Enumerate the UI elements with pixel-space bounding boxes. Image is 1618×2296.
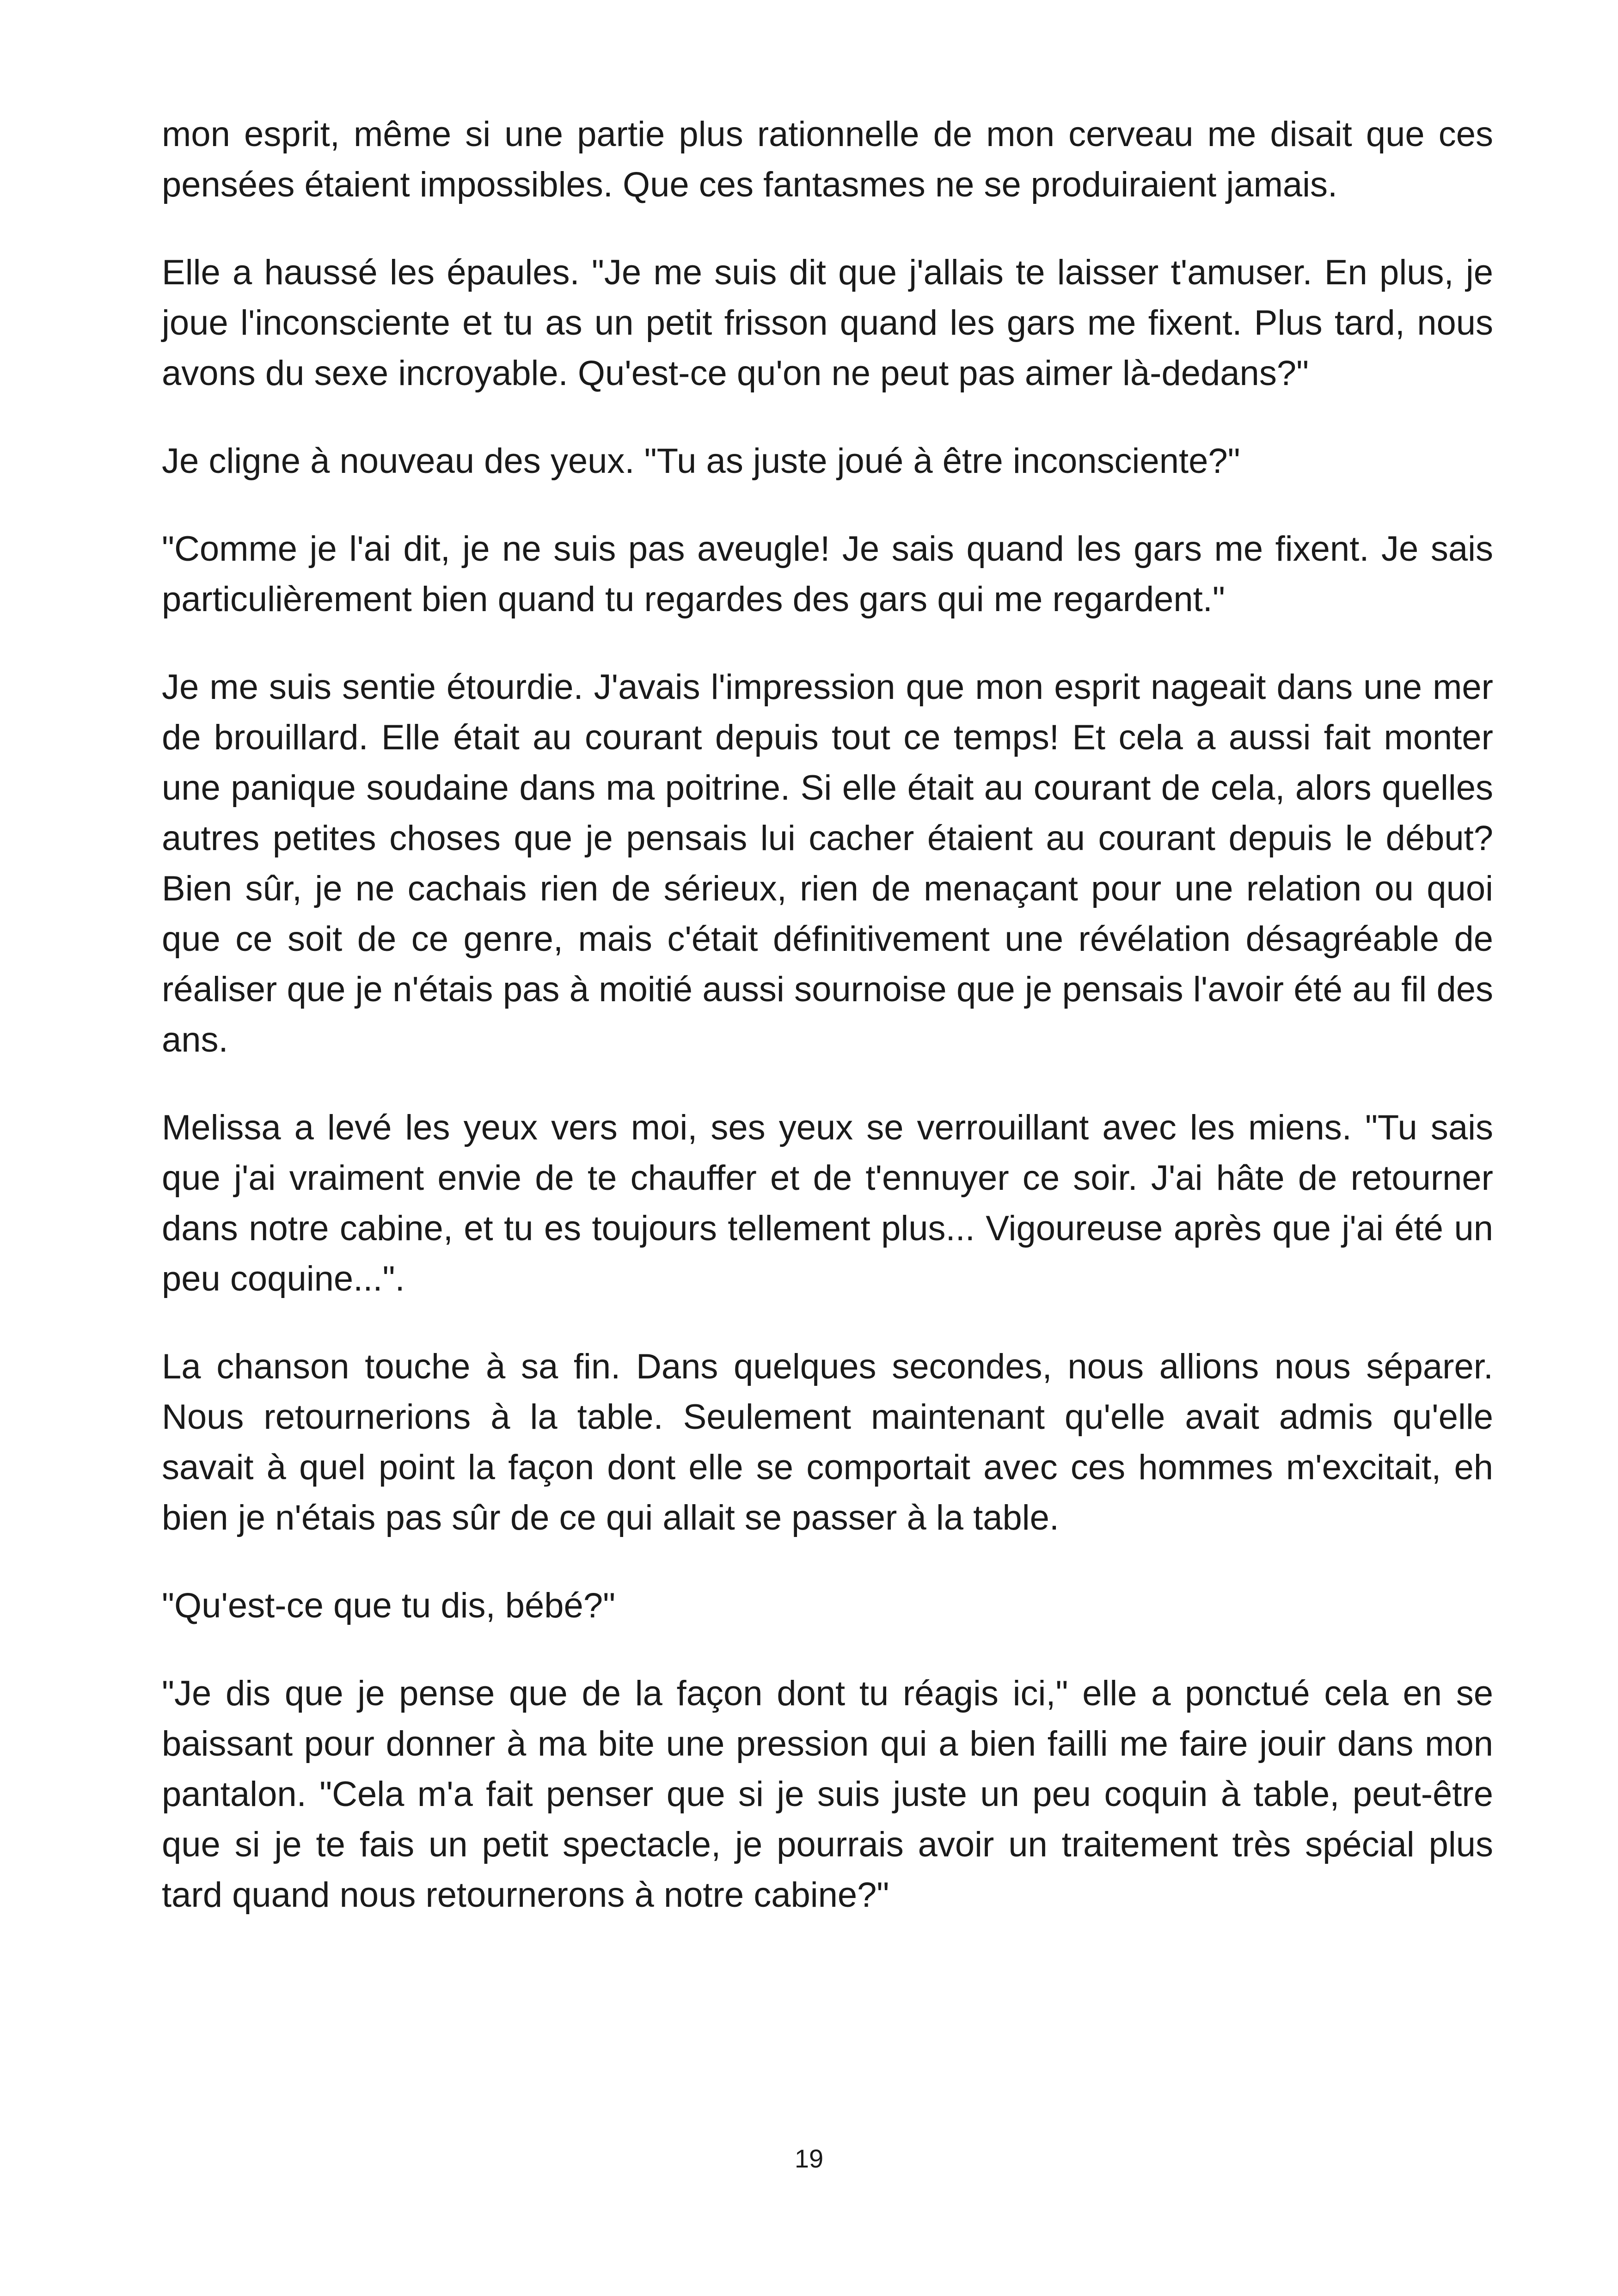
- paragraph: Je cligne à nouveau des yeux. "Tu as juste joué à être inconsciente?": [162, 441, 1240, 481]
- paragraph: "Qu'est-ce que tu dis, bébé?": [162, 1586, 616, 1625]
- paragraph: "Comme je l'ai dit, je ne suis pas aveugle! Je sais quand les gars me fixent. Je sais particulièrement bien quand tu regardes des gars qui me regardent.": [162, 529, 1493, 619]
- paragraph: Melissa a levé les yeux vers moi, ses yeux se verrouillant avec les miens. "Tu sais que j'ai vraiment envie de te chauffer et de t'ennuyer ce soir. J'ai hâte de retourner dans notre cabine, et tu es toujours tellement plus... Vigoureuse après que j'ai été un peu coquine...".: [162, 1108, 1493, 1298]
- paragraph: mon esprit, même si une partie plus rationnelle de mon cerveau me disait que ces pensées étaient impossibles. Que ces fantasmes ne se produiraient jamais.: [162, 115, 1493, 204]
- paragraph: Je me suis sentie étourdie. J'avais l'impression que mon esprit nageait dans une mer de brouillard. Elle était au courant depuis tout ce temps! Et cela a aussi fait monter une panique soudaine dans ma poitrine. Si elle était au courant de cela, alors quelles autres petites choses que je pensais lui cacher étaient au courant depuis le début? Bien sûr, je ne cachais rien de sérieux, rien de menaçant pour une relation ou quoi que ce soit de ce genre, mais c'était définitivement une révélation désagréable de réaliser que je n'étais pas à moitié aussi sournoise que je pensais l'avoir été au fil des ans.: [162, 667, 1493, 1059]
- paragraph: "Je dis que je pense que de la façon dont tu réagis ici," elle a ponctué cela en se baissant pour donner à ma bite une pression qui a bien failli me faire jouir dans mon pantalon. "Cela m'a fait penser que si je suis juste un peu coquin à table, peut-être que si je te fais un petit spectacle, je pourrais avoir un traitement très spécial plus tard quand nous retournerons à notre cabine?": [162, 1674, 1493, 1915]
- paragraph: Elle a haussé les épaules. "Je me suis dit que j'allais te laisser t'amuser. En plus, je joue l'inconsciente et tu as un petit frisson quand les gars me fixent. Plus tard, nous avons du sexe incroyable. Qu'est-ce qu'on ne peut pas aimer là-dedans?": [162, 253, 1493, 393]
- body-text: [162, 109, 1493, 1958]
- page-number: 19: [794, 2144, 824, 2173]
- paragraph: La chanson touche à sa fin. Dans quelques secondes, nous allions nous séparer. Nous retournerions à la table. Seulement maintenant qu'elle avait admis qu'elle savait à quel point la façon dont elle se comportait avec ces hommes m'excitait, eh bien je n'étais pas sûr de ce qui allait se passer à la table.: [162, 1347, 1493, 1537]
